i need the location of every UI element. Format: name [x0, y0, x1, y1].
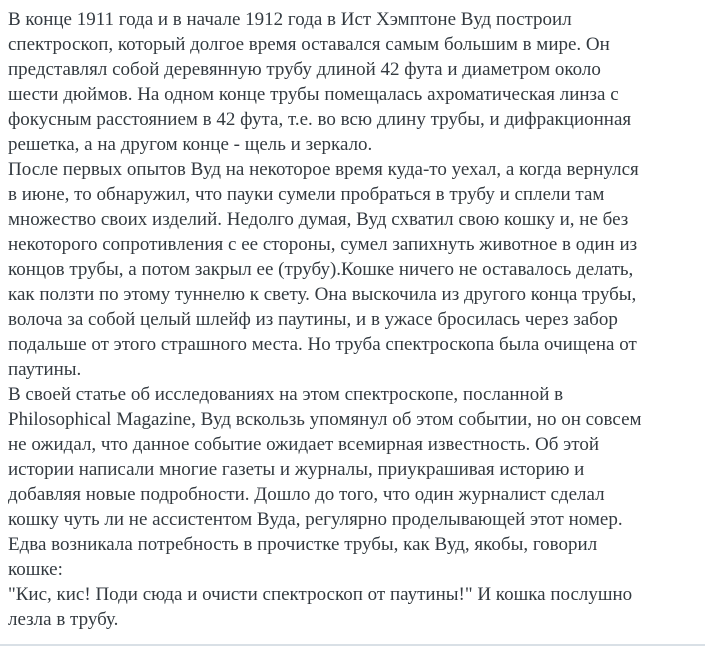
text-line: Едва возникала потребность в прочистке трубы, как Вуд, якобы, говорил [8, 534, 598, 555]
text-line: Philosophical Magazine, Вуд вскользь упомянул об этом событии, но он совсем [8, 409, 642, 430]
text-line: подальше от этого страшного места. Но труба спектроскопа была очищена от [8, 334, 637, 355]
text-line: не ожидал, что данное событие ожидает всемирная известность. Об этой [8, 434, 600, 455]
text-line: В своей статье об исследованиях на этом спектроскопе, посланной в [8, 384, 564, 405]
text-line: "Кис, кис! Поди сюда и очисти спектроскоп от паутины!" И кошка послушно [8, 584, 633, 605]
text-line: истории написали многие газеты и журналы, приукрашивая историю и [8, 459, 585, 480]
text-line: некоторого сопротивления с ее стороны, сумел запихнуть животное в один из [8, 234, 638, 255]
text-line: шести дюймов. На одном конце трубы помещалась ахроматическая линза с [8, 84, 619, 105]
text-line: решетка, а на другом конце - щель и зеркало. [8, 134, 373, 155]
paragraph [8, 582, 702, 632]
text-line: После первых опытов Вуд на некоторое время куда-то уехал, а когда вернулся [8, 159, 639, 180]
text-line: кошку чуть ли не ассистентом Вуда, регулярно проделывающей этот номер. [8, 509, 623, 530]
paragraph [8, 382, 702, 582]
text-line: лезла в трубу. [8, 609, 119, 630]
text-line: волоча за собой целый шлейф из паутины, и в ужасе бросилась через забор [8, 309, 618, 330]
bottom-divider [0, 644, 705, 646]
text-line: множество своих изделий. Недолго думая, Вуд схватил свою кошку и, не без [8, 209, 629, 230]
text-line: кошке: [8, 559, 63, 580]
text-line: концов трубы, а потом закрыл ее (трубу).Кошке ничего не оставалось делать, [8, 259, 634, 280]
text-line: спектроскоп, который долгое время оставался самым большим в мире. Он [8, 34, 610, 55]
text-line: как ползти по этому туннелю к свету. Она выскочила из другого конца трубы, [8, 284, 637, 305]
paragraph [8, 157, 702, 382]
text-line: фокусным расстоянием в 42 фута, т.е. во всю длину трубы, и дифракционная [8, 109, 632, 130]
text-line: добавляя новые подробности. Дошло до того, что один журналист сделал [8, 484, 605, 505]
text-line: представлял собой деревянную трубу длиной 42 фута и диаметром около [8, 59, 601, 80]
text-line: в июне, то обнаружил, что пауки сумели пробраться в трубу и сплели там [8, 184, 605, 205]
text-line: паутины. [8, 359, 82, 380]
text-line: В конце 1911 года и в начале 1912 года в Ист Хэмптоне Вуд построил [8, 9, 572, 30]
paragraph [8, 7, 702, 157]
